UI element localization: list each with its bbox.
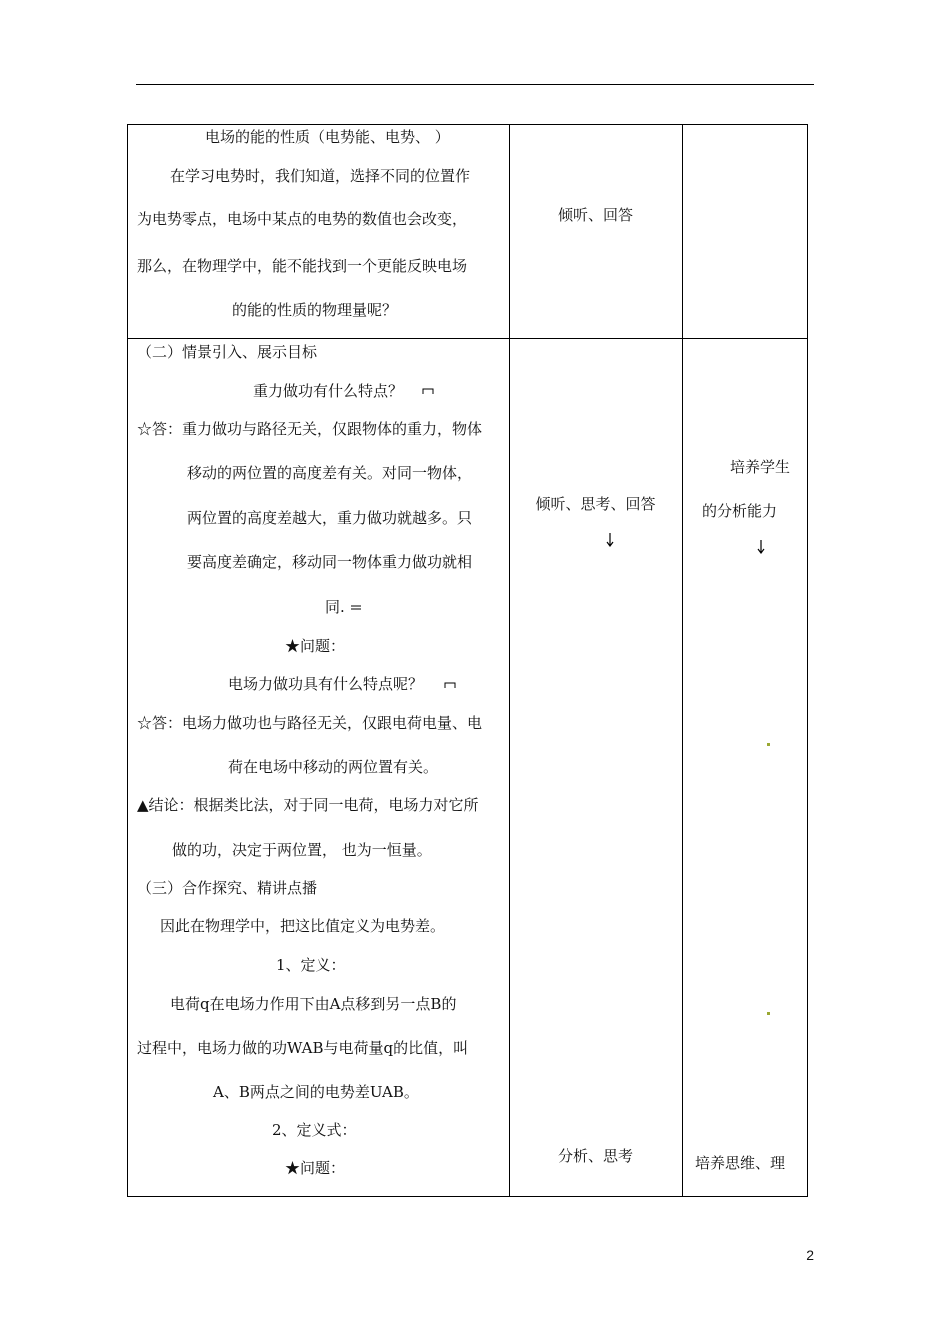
down-arrow-icon xyxy=(756,540,766,554)
row2-left-line-5: 两位置的高度差越大，重力做功就越多。只 xyxy=(187,509,473,527)
row2-middle-text-2: 分析、思考 xyxy=(557,1147,633,1165)
lesson-table xyxy=(127,124,808,1197)
row1-left-line-5: 的能的性质的物理量呢？ xyxy=(232,301,398,319)
bracket-mark-icon xyxy=(422,387,434,395)
row1-left-line-2: 在学习电势时，我们知道，选择不同的位置作 xyxy=(170,167,471,185)
equals-mark-icon xyxy=(350,603,362,611)
row2-right-text-1: 培养学生 xyxy=(730,458,791,476)
row2-left-line-4: 移动的两位置的高度差有关。对同一物体， xyxy=(187,464,473,482)
row2-left-line-12: ▲结论：根据类比法，对于同一电荷，电场力对它所 xyxy=(137,796,479,814)
row2-left-line-8: ★问题： xyxy=(285,637,346,655)
row2-left-line-3: ☆答：重力做功与路径无关，仅跟物体的重力，物体 xyxy=(137,420,483,438)
row1-left-line-4: 那么，在物理学中，能不能找到一个更能反映电场 xyxy=(137,257,468,275)
column-divider-1 xyxy=(509,125,510,1196)
row2-right-text-3: 培养思维、理 xyxy=(695,1154,786,1172)
page-number: 2 xyxy=(806,1247,814,1263)
row2-left-line-6: 要高度差确定，移动同一物体重力做功就相 xyxy=(187,553,473,571)
row2-left-line-9: 电场力做功具有什么特点呢？ xyxy=(228,675,424,693)
row2-left-line-18: 过程中，电场力做的功WAB与电荷量q的比值，叫 xyxy=(137,1039,469,1057)
row2-left-line-17: 电荷q在电场力作用下由A点移到另一点B的 xyxy=(170,995,457,1013)
row1-left-line-1: 电场的能的性质（电势能、电势、 ） xyxy=(205,128,450,146)
row2-left-line-16: 1、定义： xyxy=(276,956,346,974)
down-arrow-icon xyxy=(605,533,615,547)
row2-left-line-21: ★问题： xyxy=(285,1159,346,1177)
bracket-mark-icon xyxy=(444,681,456,689)
speck-mark xyxy=(767,1012,770,1015)
row2-left-line-19: A、B两点之间的电势差UAB。 xyxy=(213,1083,419,1101)
row2-left-line-13: 做的功，决定于两位置， 也为一恒量。 xyxy=(172,841,432,859)
row2-left-line-2: 重力做功有什么特点？ xyxy=(253,382,404,400)
row2-left-line-11: 荷在电场中移动的两位置有关。 xyxy=(228,758,439,776)
column-divider-2 xyxy=(682,125,683,1196)
row1-left-line-3: 为电势零点，电场中某点的电势的数值也会改变， xyxy=(137,210,468,228)
speck-mark xyxy=(767,743,770,746)
row2-right-text-2: 的分析能力 xyxy=(702,502,778,520)
row2-left-line-7: 同. xyxy=(325,598,345,616)
row2-left-line-1: （二）情景引入、展示目标 xyxy=(137,343,318,361)
row2-left-line-15: 因此在物理学中，把这比值定义为电势差。 xyxy=(160,917,446,935)
row-divider xyxy=(128,338,807,339)
row1-middle-text: 倾听、回答 xyxy=(557,206,633,224)
row2-left-line-20: 2、定义式： xyxy=(272,1121,357,1139)
row2-left-line-14: （三）合作探究、精讲点播 xyxy=(137,879,318,897)
row2-left-line-10: ☆答：电场力做功也与路径无关，仅跟电荷电量、电 xyxy=(137,714,483,732)
row2-middle-text-1: 倾听、思考、回答 xyxy=(535,495,656,513)
header-rule xyxy=(136,84,814,85)
